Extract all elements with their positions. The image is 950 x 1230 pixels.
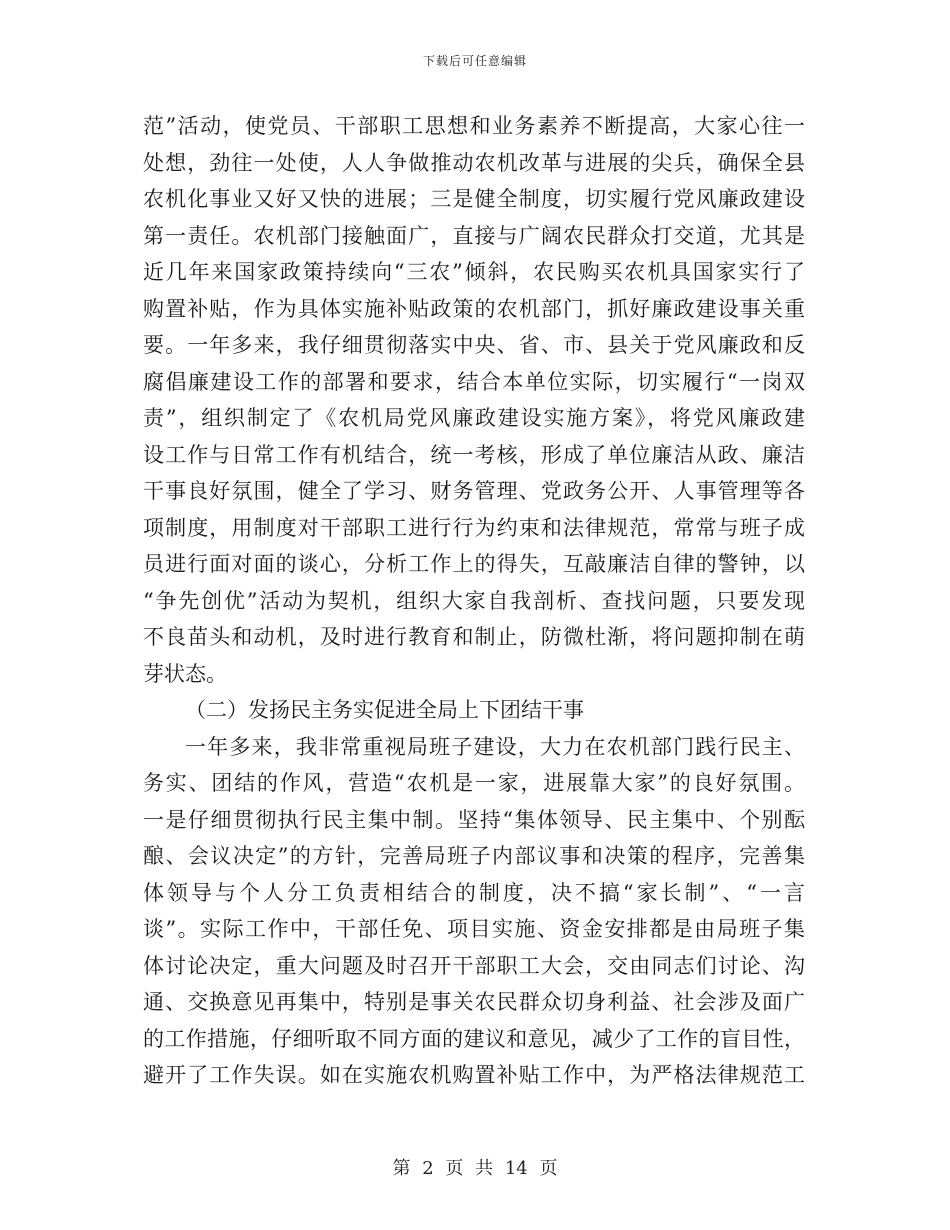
text-line: 一是仔细贯彻执行民主集中制。坚持“集体领导、民主集中、个别酝 [143,807,805,832]
text-line: 范”活动，使党员、干部职工思想和业务素养不断提高，大家心往一 [143,114,805,138]
text-line: 项制度，用制度对干部职工进行行为约束和法律规范，常常与班子成 [143,515,805,540]
text-line: 避开了工作失误。如在实施农机购置补贴工作中，为严格法律规范工 [143,1063,805,1087]
text-line: 不良苗头和动机，及时进行教育和制止，防微杜渐，将问题抑制在萌 [143,625,805,649]
page-footer: 第 2 页 共 14 页 [392,1158,558,1179]
text-line: 通、交换意见再集中，特别是事关农民群众切身利益、社会涉及面广 [143,990,805,1014]
text-line: 干事良好氛围，健全了学习、财务管理、党政务公开、人事管理等各 [143,479,805,503]
text-line: 购置补贴，作为具体实施补贴政策的农机部门，抓好廉政建设事关重 [143,296,805,321]
text-line: 谈”。实际工作中，干部任免、项目实施、资金安排都是由局班子集 [143,917,805,941]
text-line: 责”，组织制定了《农机局党风廉政建设实施方案》，将党风廉政建 [143,406,805,430]
text-line: 第一责任。农机部门接触面广，直接与广阔农民群众打交道，尤其是 [143,223,805,248]
text-line: 要。一年多来，我仔细贯彻落实中央、省、市、县关于党风廉政和反 [143,333,805,357]
document-body [143,108,805,1094]
text-line: 农机化事业又好又快的进展；三是健全制度，切实履行党风廉政建设 [143,187,805,211]
text-line: 体讨论决定，重大问题及时召开干部职工大会，交由同志们讨论、沟 [143,953,805,978]
text-line: 员进行面对面的谈心，分析工作上的得失，互敲廉洁自律的警钟，以 [143,552,805,576]
text-line: “争先创优”活动为契机，组织大家自我剖析、查找问题，只要发现 [143,588,805,613]
page-header: 下载后可任意编辑 [422,54,527,68]
text-line: 芽状态。 [143,661,227,686]
section-heading: （二）发扬民主务实促进全局上下团结干事 [185,698,584,722]
text-line: 务实、团结的作风，营造“农机是一家，进展靠大家”的良好氛围。 [143,771,805,795]
text-line: 酿、会议决定”的方针，完善局班子内部议事和决策的程序，完善集 [143,844,805,868]
text-line: 一年多来，我非常重视局班子建设，大力在农机部门践行民主、 [185,734,805,759]
text-line: 设工作与日常工作有机结合，统一考核，形成了单位廉洁从政、廉洁 [143,442,805,467]
text-line: 体领导与个人分工负责相结合的制度，决不搞“家长制”、“一言 [143,880,805,905]
text-line: 的工作措施，仔细听取不同方面的建议和意见，减少了工作的盲目性， [143,1026,805,1051]
text-line: 腐倡廉建设工作的部署和要求，结合本单位实际，切实履行“一岗双 [143,369,805,394]
text-line: 近几年来国家政策持续向“三农”倾斜，农民购买农机具国家实行了 [143,260,805,284]
text-line: 处想，劲往一处使，人人争做推动农机改革与进展的尖兵，确保全县 [143,150,805,175]
